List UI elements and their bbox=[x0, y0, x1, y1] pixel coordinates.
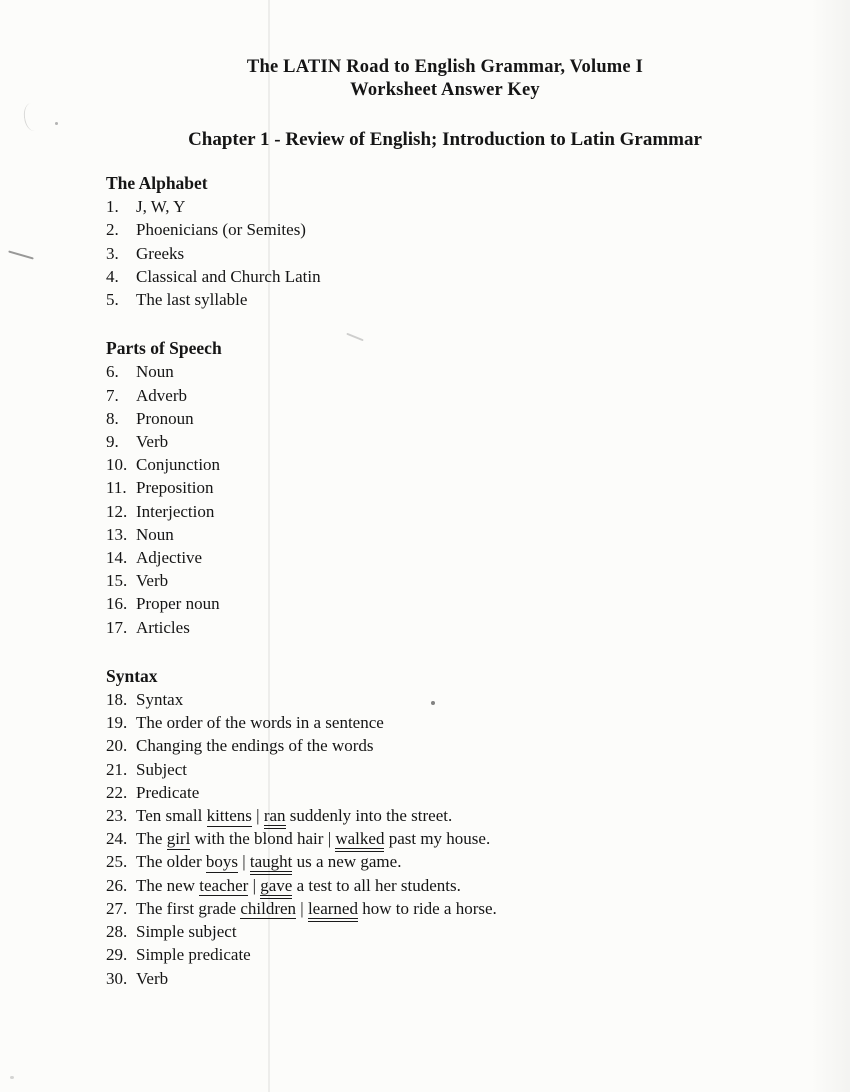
item-number: 23. bbox=[106, 806, 128, 826]
text-segment: us a new game. bbox=[292, 852, 402, 872]
scan-edge-shadow bbox=[810, 0, 850, 1092]
text-segment: J, W, Y bbox=[136, 197, 186, 217]
item-text bbox=[136, 852, 401, 875]
subject-underline: boys bbox=[205, 852, 238, 872]
item-text bbox=[136, 783, 199, 802]
item-text bbox=[136, 455, 220, 474]
item-number: 27. bbox=[106, 898, 128, 918]
item-text bbox=[136, 290, 247, 309]
subject-underline: children bbox=[240, 898, 297, 918]
answer-item bbox=[106, 758, 810, 781]
answer-item bbox=[106, 827, 810, 850]
item-number: 2. bbox=[106, 220, 119, 240]
item-text bbox=[136, 876, 461, 899]
text-segment: Proper noun bbox=[136, 594, 220, 614]
item-text bbox=[136, 922, 237, 941]
item-number: 30. bbox=[106, 968, 128, 988]
item-number: 10. bbox=[106, 455, 128, 475]
text-segment: Conjunction bbox=[136, 455, 221, 475]
item-text bbox=[136, 409, 194, 428]
predicate-underline: ran bbox=[264, 806, 286, 829]
text-segment: The bbox=[136, 829, 167, 849]
answer-item bbox=[106, 453, 810, 476]
answer-item bbox=[106, 967, 810, 990]
text-segment: how to ride a horse. bbox=[357, 898, 497, 918]
text-segment: Phoenicians (or Semites) bbox=[136, 220, 306, 240]
answer-section bbox=[106, 172, 810, 311]
answer-item bbox=[106, 384, 810, 407]
pen-tick-mark bbox=[8, 250, 34, 259]
answer-item bbox=[106, 430, 810, 453]
answer-item bbox=[106, 500, 810, 523]
text-segment: | bbox=[296, 898, 308, 918]
text-segment: Verb bbox=[136, 571, 169, 591]
item-text bbox=[136, 829, 490, 852]
scan-speck bbox=[10, 1076, 14, 1079]
section-heading: The Alphabet bbox=[106, 173, 208, 193]
item-text bbox=[136, 362, 174, 381]
item-number: 19. bbox=[106, 713, 128, 733]
document-subtitle: Worksheet Answer Key bbox=[350, 80, 540, 100]
item-text bbox=[136, 548, 202, 567]
item-text bbox=[136, 713, 384, 732]
item-text bbox=[136, 736, 374, 755]
answer-item bbox=[106, 523, 810, 546]
subject-underline: girl bbox=[166, 829, 191, 849]
answer-item bbox=[106, 734, 810, 757]
item-text bbox=[136, 267, 321, 286]
item-number: 22. bbox=[106, 782, 128, 802]
item-number: 28. bbox=[106, 922, 128, 942]
chapter-heading: Chapter 1 - Review of English; Introduction to Latin Grammar bbox=[188, 129, 702, 150]
text-segment: Verb bbox=[136, 432, 169, 452]
answer-item bbox=[106, 711, 810, 734]
item-text bbox=[136, 478, 213, 497]
text-segment: The last syllable bbox=[136, 290, 248, 310]
document-header bbox=[40, 56, 850, 102]
item-text bbox=[136, 760, 187, 779]
item-text bbox=[136, 618, 190, 637]
answer-item bbox=[106, 616, 810, 639]
text-segment: | bbox=[248, 875, 261, 895]
answer-item bbox=[106, 265, 810, 288]
answer-item bbox=[106, 781, 810, 804]
section-heading: Syntax bbox=[106, 665, 158, 686]
answer-item bbox=[106, 897, 810, 920]
item-number: 26. bbox=[106, 875, 128, 895]
answer-item bbox=[106, 407, 810, 430]
answer-item bbox=[106, 804, 810, 827]
text-segment: Syntax bbox=[136, 690, 184, 710]
item-number: 8. bbox=[106, 408, 119, 428]
item-text bbox=[136, 244, 184, 263]
text-segment: The first grade bbox=[136, 898, 241, 918]
item-number: 24. bbox=[106, 829, 128, 849]
item-number: 1. bbox=[106, 197, 119, 217]
answer-item bbox=[106, 476, 810, 499]
item-number: 13. bbox=[106, 524, 128, 544]
item-text bbox=[136, 806, 452, 829]
text-segment: Simple subject bbox=[136, 922, 237, 942]
answer-item bbox=[106, 546, 810, 569]
text-segment: Adjective bbox=[136, 548, 203, 568]
predicate-underline: gave bbox=[260, 876, 292, 899]
text-segment: Ten small bbox=[136, 806, 207, 826]
text-segment: Subject bbox=[136, 759, 187, 779]
text-segment: | bbox=[237, 852, 250, 872]
text-segment: Pronoun bbox=[136, 408, 194, 428]
item-number: 29. bbox=[106, 945, 128, 965]
item-number: 6. bbox=[106, 362, 119, 382]
document-title: The LATIN Road to English Grammar, Volume I bbox=[246, 57, 644, 77]
text-segment: Preposition bbox=[136, 478, 214, 498]
item-text bbox=[136, 386, 187, 405]
answer-section bbox=[106, 665, 810, 990]
item-number: 12. bbox=[106, 501, 128, 521]
answer-item bbox=[106, 360, 810, 383]
subject-underline: teacher bbox=[199, 875, 249, 895]
answer-item bbox=[106, 242, 810, 265]
item-number: 5. bbox=[106, 290, 119, 310]
item-text bbox=[136, 525, 174, 544]
text-segment: | bbox=[251, 806, 264, 826]
answer-item bbox=[106, 874, 810, 897]
answer-item bbox=[106, 195, 810, 218]
item-number: 3. bbox=[106, 243, 119, 263]
item-number: 21. bbox=[106, 759, 128, 779]
item-text bbox=[136, 899, 497, 922]
item-number: 7. bbox=[106, 385, 119, 405]
text-segment: Interjection bbox=[136, 501, 215, 521]
predicate-underline: walked bbox=[335, 829, 384, 852]
subject-underline: kittens bbox=[206, 806, 252, 826]
text-segment: The new bbox=[136, 875, 200, 895]
answer-item bbox=[106, 688, 810, 711]
predicate-underline: taught bbox=[250, 852, 293, 875]
text-segment: The order of the words in a sentence bbox=[136, 713, 384, 733]
text-segment: Articles bbox=[136, 617, 190, 637]
item-text bbox=[136, 594, 220, 613]
scan-speck bbox=[55, 122, 58, 125]
text-segment: Noun bbox=[136, 362, 174, 382]
item-number: 14. bbox=[106, 548, 128, 568]
item-number: 17. bbox=[106, 617, 128, 637]
text-segment: suddenly into the street. bbox=[285, 806, 453, 826]
item-text bbox=[136, 969, 168, 988]
text-segment: with the blond hair | bbox=[190, 829, 336, 849]
text-segment: The older bbox=[136, 852, 206, 872]
answer-item bbox=[106, 288, 810, 311]
item-number: 16. bbox=[106, 594, 128, 614]
section-heading: Parts of Speech bbox=[106, 338, 222, 359]
text-segment: Classical and Church Latin bbox=[136, 266, 321, 286]
item-number: 4. bbox=[106, 266, 119, 286]
text-segment: a test to all her students. bbox=[292, 875, 461, 895]
item-text bbox=[136, 220, 306, 239]
answer-item bbox=[106, 850, 810, 873]
answer-item bbox=[106, 592, 810, 615]
text-segment: Verb bbox=[136, 968, 169, 988]
answer-sections bbox=[106, 172, 810, 990]
text-segment: Changing the endings of the words bbox=[136, 736, 374, 756]
text-segment: Adverb bbox=[136, 385, 187, 405]
item-text bbox=[136, 945, 251, 964]
item-number: 18. bbox=[106, 690, 128, 710]
item-text bbox=[136, 690, 183, 709]
text-segment: Predicate bbox=[136, 782, 200, 802]
answer-item bbox=[106, 218, 810, 241]
answer-section bbox=[106, 337, 810, 639]
answer-item bbox=[106, 943, 810, 966]
answer-item bbox=[106, 569, 810, 592]
item-number: 20. bbox=[106, 736, 128, 756]
text-segment: Greeks bbox=[136, 243, 185, 263]
item-number: 11. bbox=[106, 478, 127, 498]
item-number: 9. bbox=[106, 432, 119, 452]
text-segment: past my house. bbox=[384, 829, 491, 849]
item-number: 15. bbox=[106, 571, 128, 591]
item-text bbox=[136, 197, 185, 216]
answer-item bbox=[106, 920, 810, 943]
item-text bbox=[136, 571, 168, 590]
item-text bbox=[136, 432, 168, 451]
item-number: 25. bbox=[106, 852, 128, 872]
item-text bbox=[136, 502, 214, 521]
text-segment: Noun bbox=[136, 524, 174, 544]
predicate-underline: learned bbox=[308, 899, 358, 922]
text-segment: Simple predicate bbox=[136, 945, 251, 965]
